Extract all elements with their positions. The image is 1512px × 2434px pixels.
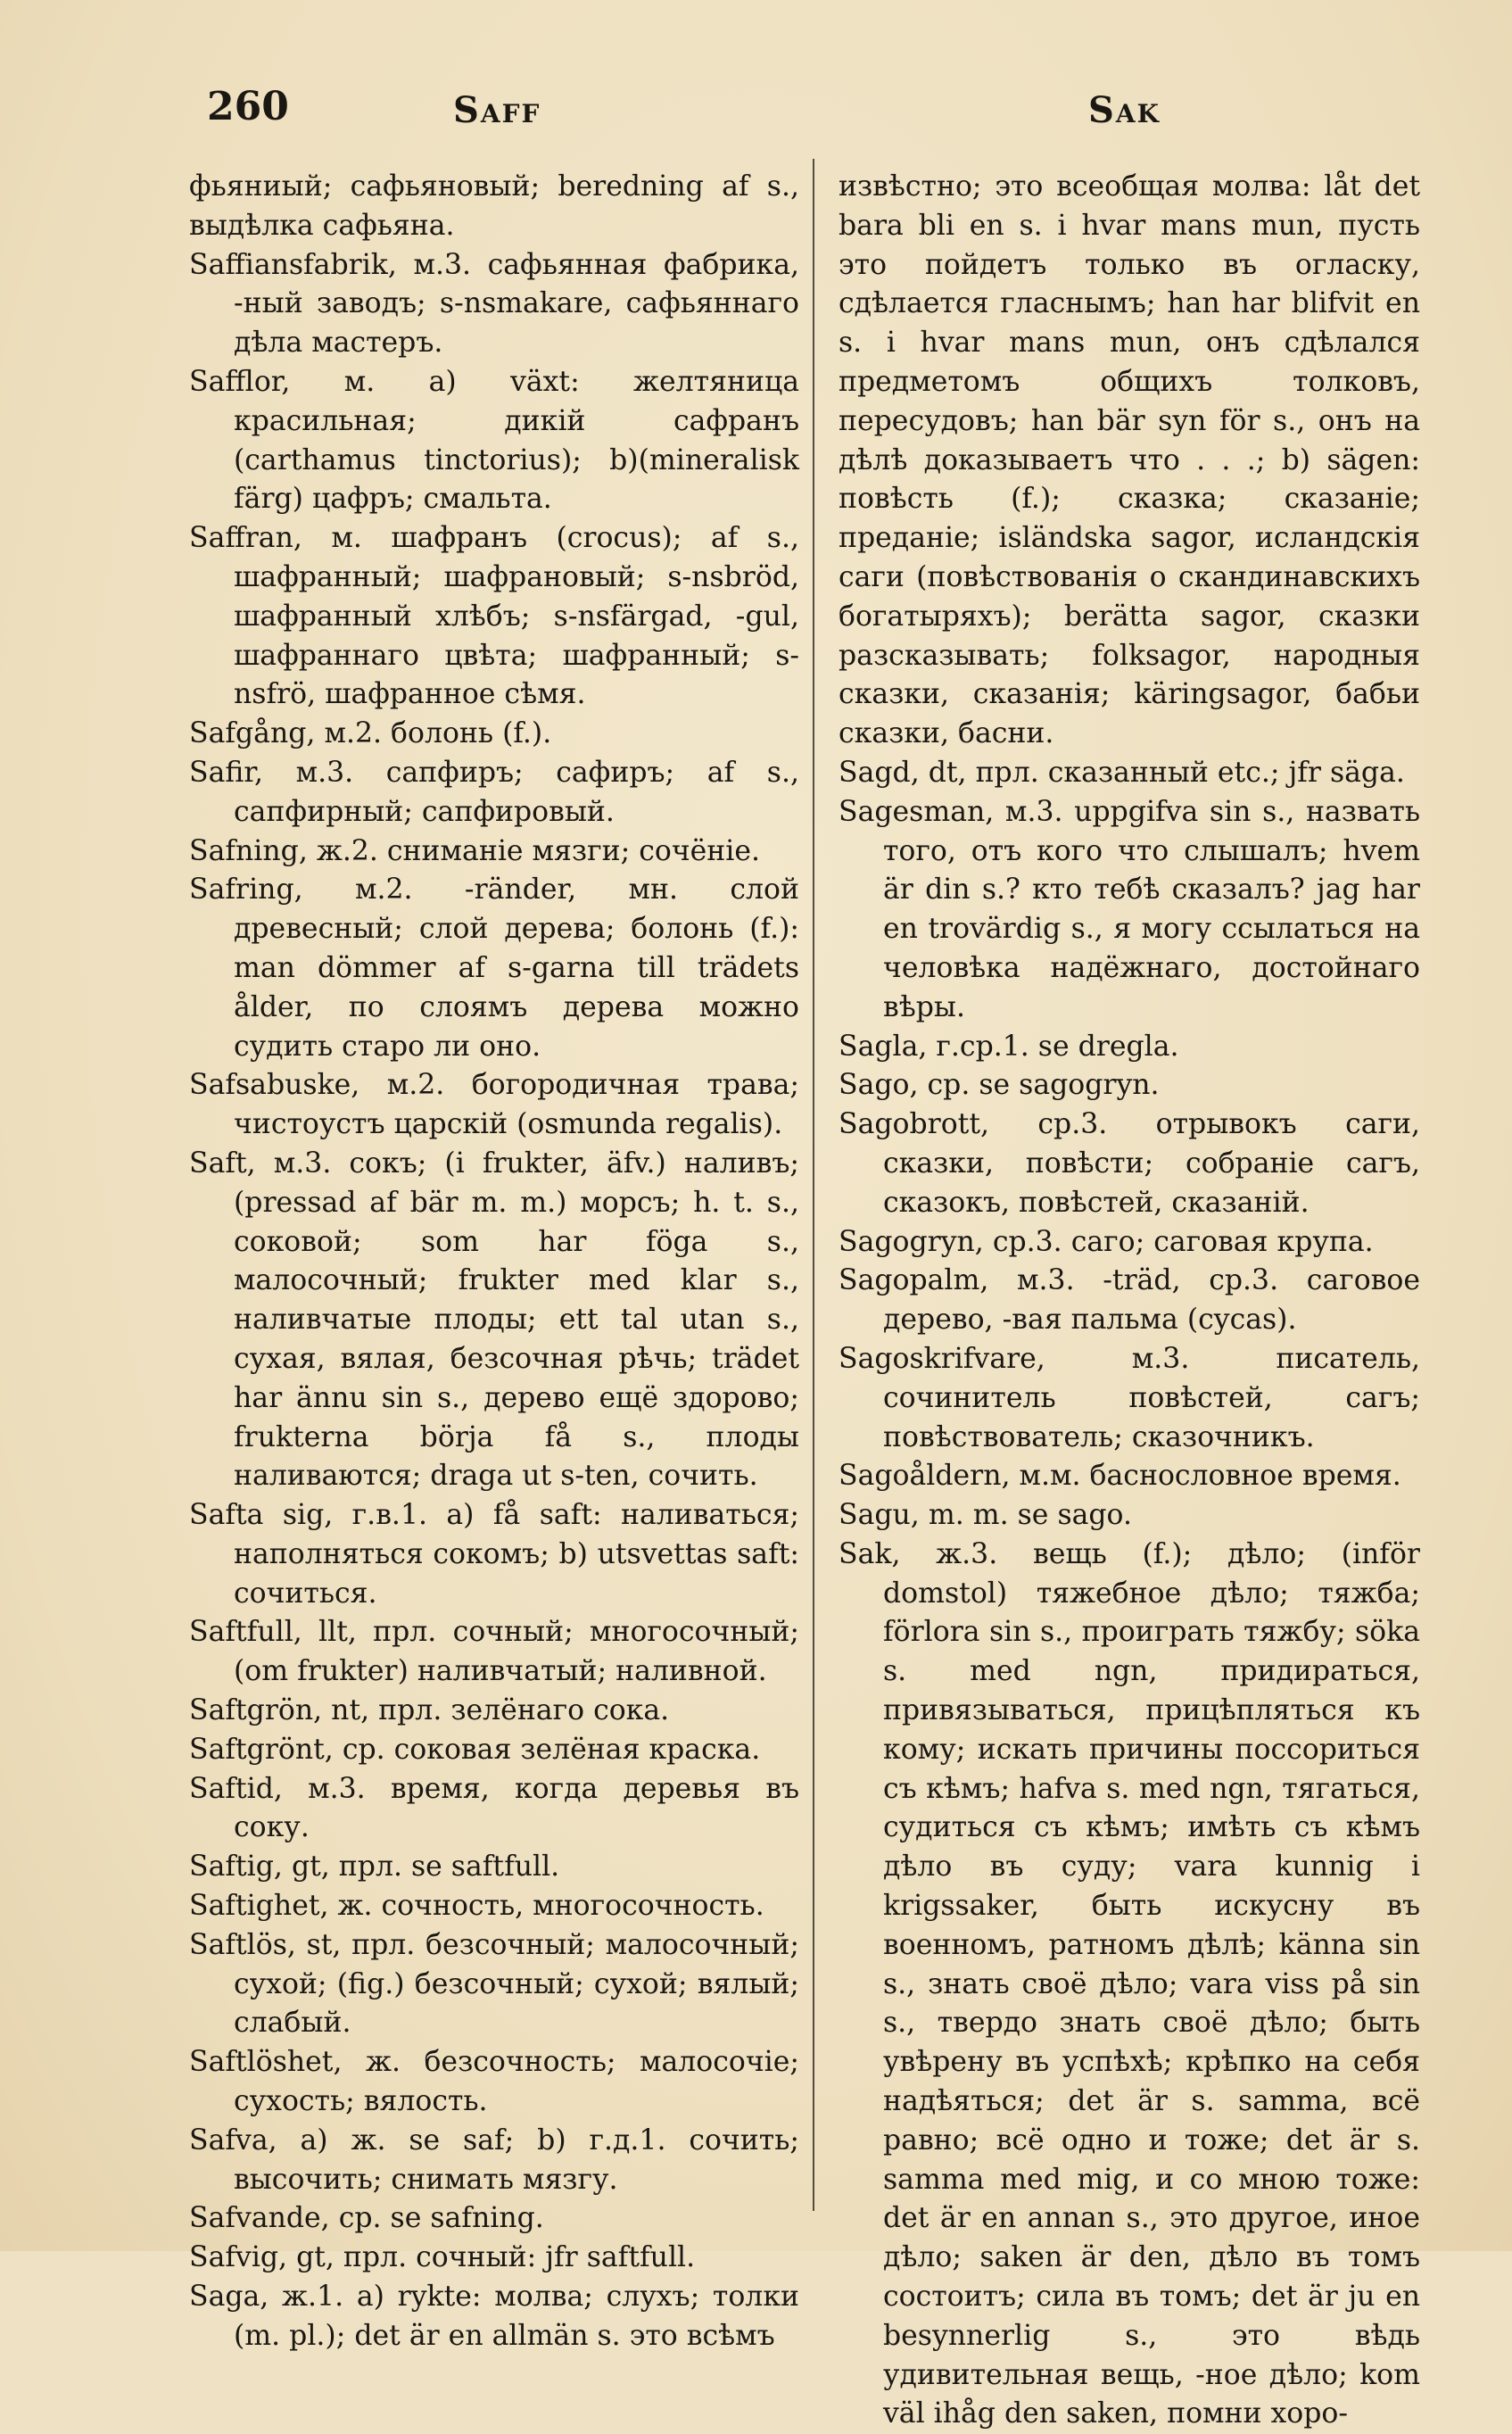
dictionary-entry: Sagogryn, ср.3. саго; саговая крупа. bbox=[839, 1225, 1374, 1258]
dictionary-entry: Saftlöshet, ж. безсочность; малосочіе; сухость; вялость. bbox=[189, 2046, 799, 2118]
dictionary-entry: Saffran, м. шафранъ (crocus); af s., шафранный; шафрановый; s-nsbröd, шафранный хлѣбъ; s-nsfärgad, -gul, шафраннаго цвѣта; шафранный; s-nsfrö, шафранное сѣмя. bbox=[189, 522, 799, 711]
dictionary-entry: Saftid, м.3. время, когда деревья въ соку. bbox=[189, 1772, 799, 1844]
left-guide-word: Saff bbox=[453, 89, 541, 131]
dictionary-entry: Saftgrönt, ср. соковая зелёная краска. bbox=[189, 1733, 761, 1766]
dictionary-entry: Safvande, ср. se safning. bbox=[189, 2202, 544, 2235]
dictionary-entry: Saga, ж.1. а) rykte: молва; слухъ; толки (m. pl.); det är en allmän s. это всѣмъ bbox=[189, 2281, 799, 2352]
dictionary-entry: Sago, ср. se sagogryn. bbox=[839, 1069, 1160, 1102]
dictionary-entry: Saftlös, st, прл. безсочный; малосочный; сухой; (fig.) безсочный; сухой; вялый; слабый. bbox=[189, 1928, 799, 2040]
dictionary-entry: Safgång, м.2. болонь (f.). bbox=[189, 717, 552, 750]
dictionary-entry: Sagoåldern, м.м. баснословное время. bbox=[839, 1460, 1401, 1493]
dictionary-entry: Saft, м.3. сокъ; (i frukter, äfv.) наливъ; (pressad af bär m. m.) морсъ; h. t. s., соковой; som har föga s., малосочный; frukter med klar s., наливчатые плоды; ett tal utan s., сухая, вялая, безсочная рѣчь; trädet har ännu sin s., дерево ещё здорово; frukterna börja få s., плоды наливаются; draga ut s-ten, сочить. bbox=[189, 1147, 799, 1493]
right-guide-word: Sak bbox=[1088, 89, 1161, 131]
dictionary-entry: Saftgrön, nt, прл. зелёнаго сока. bbox=[189, 1694, 670, 1727]
dictionary-entry: Sagesman, м.3. uppgifva sin s., назвать того, отъ кого что слышалъ; hvem är din s.? кто тебѣ сказалъ? jag har en trovärdig s., я могу ссылаться на человѣка надёжнаго, достойнаго вѣры. bbox=[839, 795, 1420, 1023]
dictionary-entry: Sak, ж.3. вещь (f.); дѣло; (inför domstol) тяжебное дѣло; тяжба; förlora sin s., проиграть тяжбу; söka s. med ngn, придираться, привязываться, прицѣпляться къ кому; искать причины поссориться съ кѣмъ; hafva s. med ngn, тягаться, судиться съ кѣмъ; имѣть съ кѣмъ дѣло въ суду; vara kunnig i krigssaker, быть искусну въ военномъ, ратномъ дѣлѣ; känna sin s., знать своё дѣло; vara viss på sin s., твердо знать своё дѣло; быть увѣрену въ успѣхѣ; крѣпко на себя надѣяться; det är s. samma, всё равно; всё одно и тоже; det är s. samma med mig, и со мною тоже: det är en annan s., это другое, иное дѣло; saken är den, дѣло въ томъ состоитъ; сила въ томъ; det är ju en besynnerlig s., это вѣдь удивительная вещь, -ное дѣло; kom väl ihåg den saken, помни хоро- bbox=[839, 1537, 1420, 2430]
dictionary-entry: Sagd, dt, прл. сказанный etc.; jfr säga. bbox=[839, 756, 1405, 789]
dictionary-entry: Saftfull, llt, прл. сочный; многосочный; (om frukter) наливчатый; наливной. bbox=[189, 1616, 799, 1688]
dictionary-entry: Sagla, г.ср.1. se dregla. bbox=[839, 1030, 1179, 1063]
dictionary-entry: Saftig, gt, прл. se saftfull. bbox=[189, 1850, 560, 1883]
dictionary-entry: фьяниый; сафьяновый; beredning af s., выдѣлка сафьяна. bbox=[189, 170, 799, 242]
dictionary-entry: Saftighet, ж. сочность, многосочность. bbox=[189, 1890, 764, 1923]
left-column bbox=[189, 168, 799, 2356]
page-number: 260 bbox=[207, 84, 289, 129]
right-column bbox=[839, 168, 1420, 2434]
dictionary-entry: Safning, ж.2. сниманіе мязги; сочёніе. bbox=[189, 834, 761, 867]
dictionary-entry: Sagoskrifvare, м.3. писатель, сочинитель повѣстей, сагъ; повѣствователь; сказочникъ. bbox=[839, 1342, 1420, 1453]
dictionary-entry: Safta sig, г.в.1. а) få saft: наливаться; наполняться сокомъ; b) utsvettas saft: сочиться. bbox=[189, 1499, 799, 1610]
dictionary-entry: Sagu, m. m. se sago. bbox=[839, 1499, 1132, 1532]
dictionary-entry: Sagobrott, ср.3. отрывокъ саги, сказки, повѣсти; собраніе сагъ, сказокъ, повѣстей, сказаній. bbox=[839, 1108, 1420, 1219]
dictionary-entry: Safva, а) ж. se saf; b) г.д.1. сочить; высочить; снимать мязгу. bbox=[189, 2124, 799, 2196]
dictionary-entry: Safflor, м. а) växt: желтяница красильная; дикій сафранъ (carthamus tinctorius); b)(mineralisk färg) цафръ; смальта. bbox=[189, 365, 799, 516]
dictionary-entry: Safir, м.3. сапфиръ; сафиръ; af s., сапфирный; сапфировый. bbox=[189, 756, 799, 828]
dictionary-entry: Safsabuske, м.2. богородичная трава; чистоустъ царскій (osmunda regalis). bbox=[189, 1069, 799, 1141]
dictionary-entry: извѣстно; это всеобщая молва: låt det bara bli en s. i hvar mans mun, пусть это пойдетъ только въ огласку, сдѣлается гласнымъ; han har blifvit en s. i hvar mans mun, онъ сдѣлался предметомъ общихъ толковъ, пересудовъ; han bär syn för s., онъ на дѣлѣ доказываетъ что . . .; b) sägen: повѣсть (f.); сказка; сказаніе; преданіе; isländska sagor, исландскія саги (повѣствованія о скандинавскихъ богатыряхъ); berätta sagor, сказки разсказывать; folksagor, народныя сказки, сказанія; käringsagor, бабьи сказки, басни. bbox=[839, 170, 1420, 750]
dictionary-entry: Saffiansfabrik, м.3. сафьянная фабрика, -ный заводъ; s-nsmakare, сафьяннаго дѣла мастеръ. bbox=[189, 248, 799, 360]
dictionary-entry: Sagopalm, м.3. -träd, ср.3. саговое дерево, -вая пальма (cycas). bbox=[839, 1264, 1420, 1337]
column-divider bbox=[813, 159, 814, 2211]
dictionary-entry: Safring, м.2. -ränder, мн. слой древесный; слой дерева; болонь (f.): man dömmer af s-garna till trädets ålder, по слоямъ дерева можно судить старо ли оно. bbox=[189, 873, 799, 1063]
dictionary-entry: Safvig, gt, прл. сочный: jfr saftfull. bbox=[189, 2241, 696, 2274]
